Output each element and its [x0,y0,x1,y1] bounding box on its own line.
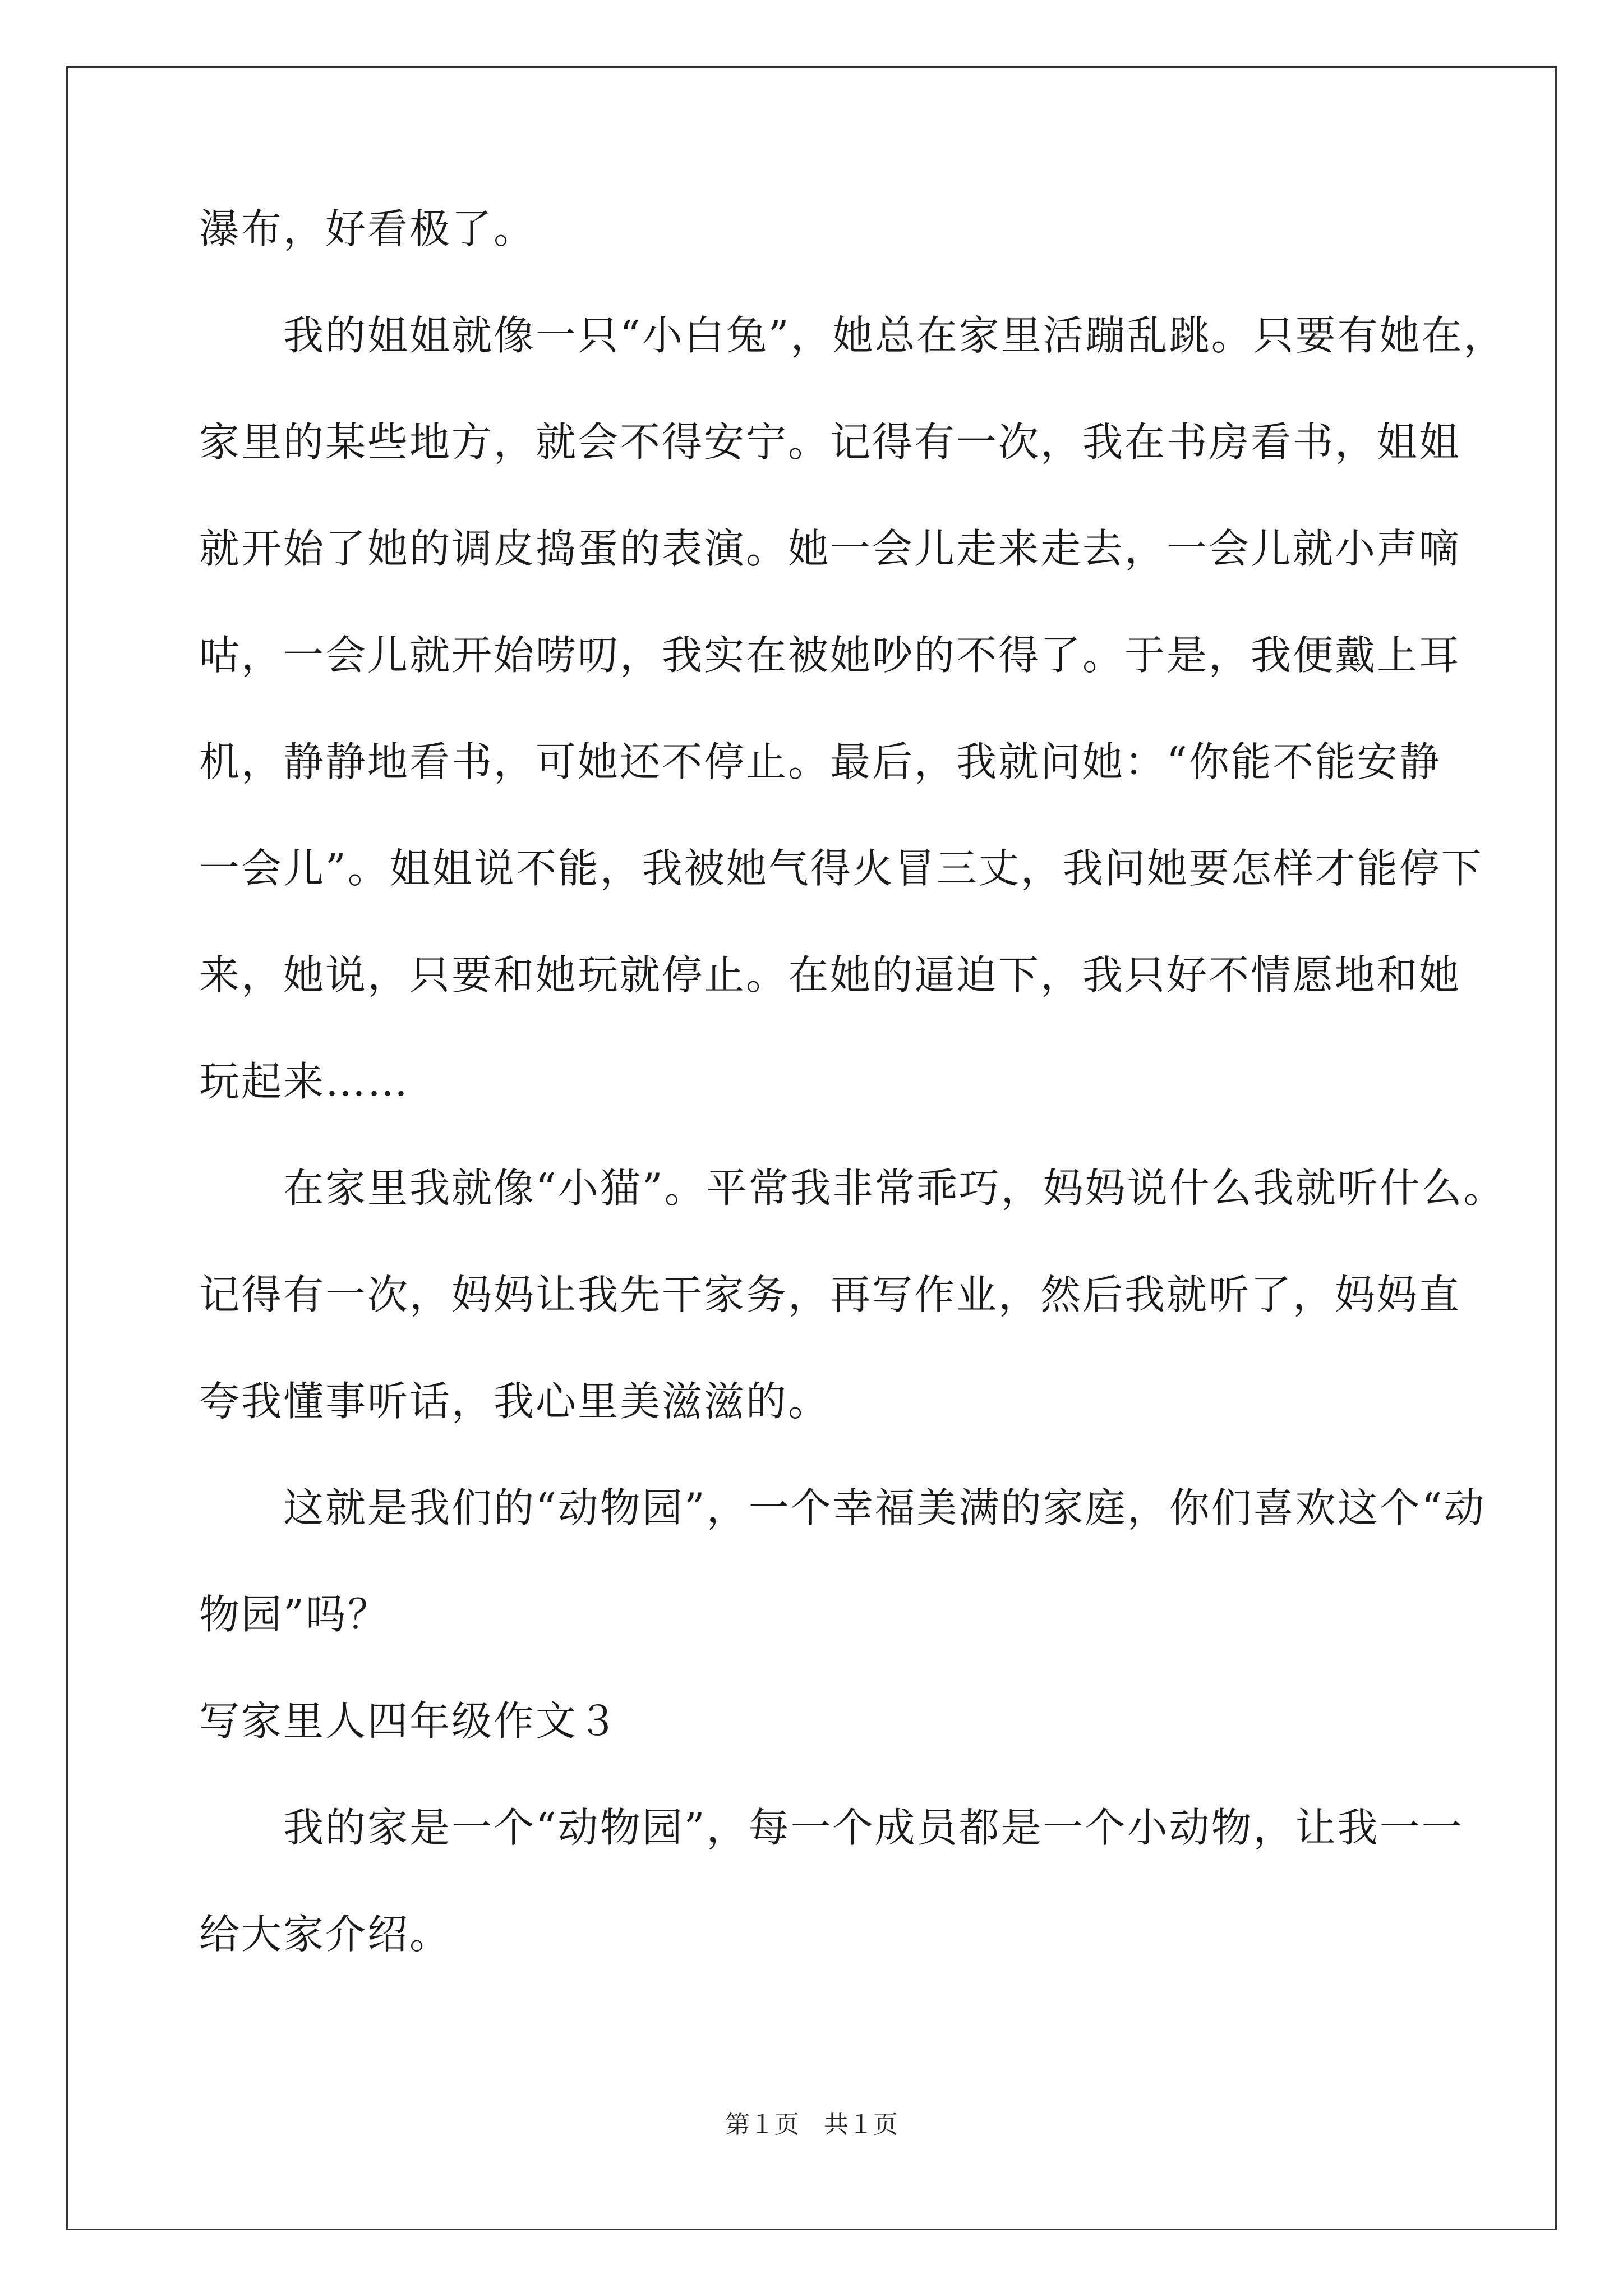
page-number: 第１页 共１页 [725,2110,898,2139]
paragraph-line: 我的姐姐就像一只“小白兔”，她总在家里活蹦乱跳。只要有她在， [283,312,1506,359]
text-line: 来，她说，只要和她玩就停止。在她的逼迫下，我只好不情愿地和她 [199,951,1461,999]
text-line: 夸我懂事听话，我心里美滋滋的。 [199,1378,831,1425]
text-line: 就开始了她的调皮捣蛋的表演。她一会儿走来走去，一会儿就小声嘀 [199,525,1461,572]
section-heading: 写家里人四年级作文３ [199,1697,620,1745]
text-line: 玩起来…… [199,1058,410,1105]
text-line: 物园”吗？ [199,1591,390,1638]
paragraph-line: 在家里我就像“小猫”。平常我非常乖巧，妈妈说什么我就听什么。 [283,1165,1506,1212]
page-frame [66,66,1557,2230]
text-line: 家里的某些地方，就会不得安宁。记得有一次，我在书房看书，姐姐 [199,418,1461,466]
text-line: 给大家介绍。 [199,1911,452,1958]
text-line: 机，静静地看书，可她还不停止。最后，我就问她：“你能不能安静 [199,738,1441,785]
text-line: 一会儿”。姐姐说不能，我被她气得火冒三丈，我问她要怎样才能停下 [199,845,1483,892]
paragraph-line: 这就是我们的“动物园”，一个幸福美满的家庭，你们喜欢这个“动 [283,1484,1486,1531]
paragraph-line: 我的家是一个“动物园”，每一个成员都是一个小动物，让我一一 [283,1804,1464,1851]
text-line: 咕，一会儿就开始唠叨，我实在被她吵的不得了。于是，我便戴上耳 [199,632,1461,679]
text-line: 瀑布，好看极了。 [199,205,536,252]
text-line: 记得有一次，妈妈让我先干家务，再写作业，然后我就听了，妈妈直 [199,1271,1461,1318]
